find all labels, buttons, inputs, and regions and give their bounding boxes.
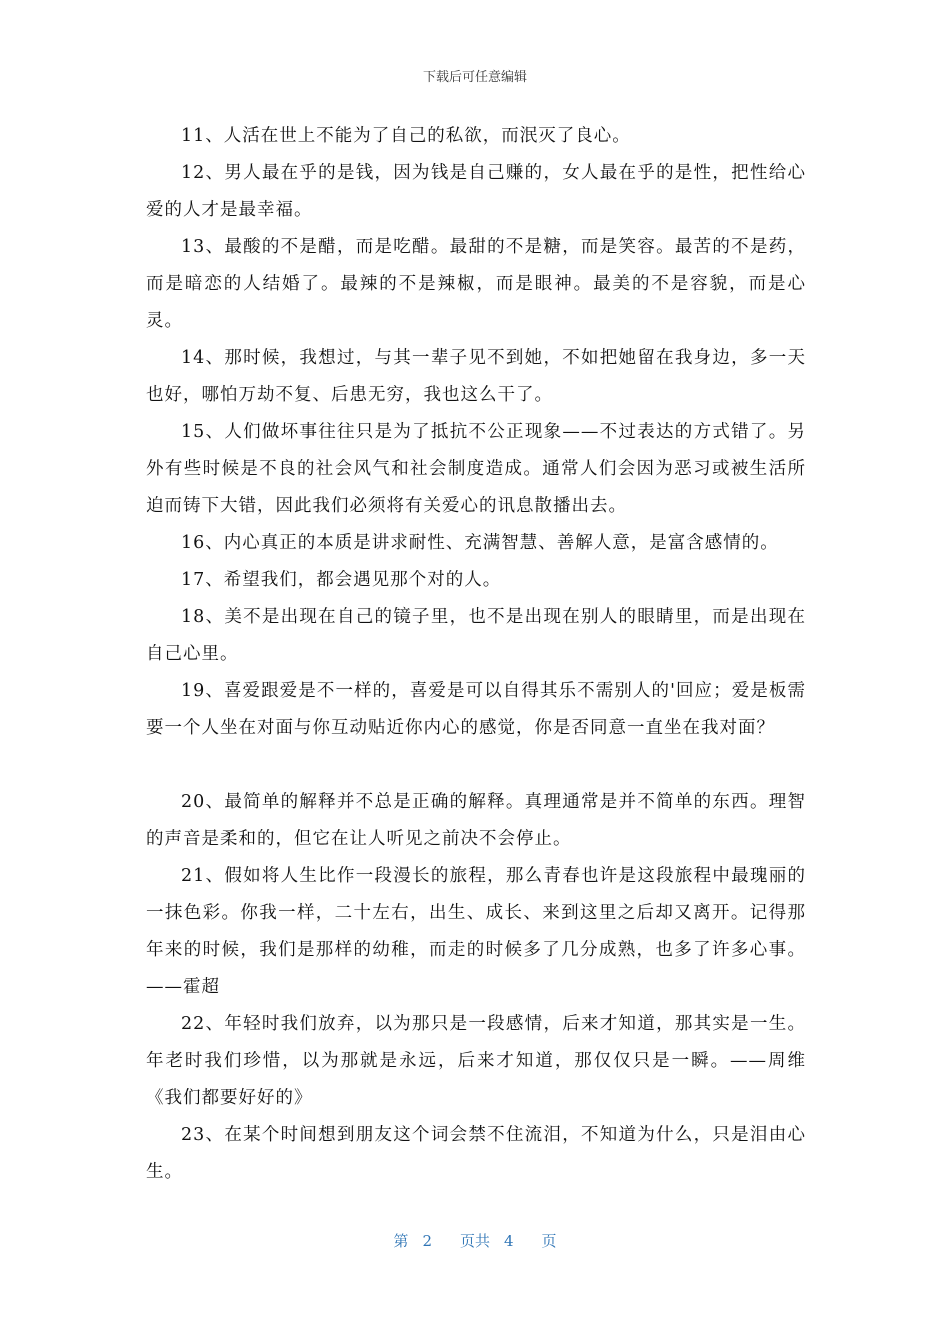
paragraph-18: 18、美不是出现在自己的镜子里，也不是出现在别人的眼睛里，而是出现在自己心里。 <box>146 607 806 664</box>
paragraph-22: 22、年轻时我们放弃，以为那只是一段感情，后来才知道，那其实是一生。年老时我们珍惜，以为那就是永远，后来才知道，那仅仅只是一瞬。——周维《我们都要好好的》 <box>146 1014 806 1108</box>
footer-prefix: 第 <box>393 1232 409 1250</box>
paragraph-14: 14、那时候，我想过，与其一辈子见不到她，不如把她留在我身边，多一天也好，哪怕万劫不复、后患无穷，我也这么干了。 <box>146 348 806 405</box>
footer-total-pages: 4 <box>504 1232 514 1250</box>
page-header: 下载后可任意编辑 <box>422 70 527 85</box>
paragraph-21: 21、假如将人生比作一段漫长的旅程，那么青春也许是这段旅程中最瑰丽的一抹色彩。你我一样，二十左右，出生、成长、来到这里之后却又离开。记得那年来的时候，我们是那样的幼稚，而走的时候多了几分成熟，也多了许多心事。——霍超 <box>146 866 806 997</box>
paragraph-17: 17、希望我们，都会遇见那个对的人。 <box>181 570 502 590</box>
page-footer <box>0 1230 950 1251</box>
paragraph-11: 11、人活在世上不能为了自己的私欲，而泯灭了良心。 <box>181 126 631 146</box>
paragraph-13: 13、最酸的不是醋，而是吃醋。最甜的不是糖，而是笑容。最苦的不是药，而是暗恋的人结婚了。最辣的不是辣椒，而是眼神。最美的不是容貌，而是心灵。 <box>146 237 806 331</box>
footer-page-number: 2 <box>422 1232 432 1250</box>
paragraph-19: 19、喜爱跟爱是不一样的，喜爱是可以自得其乐不需别人的'回应；爱是板需要一个人坐在对面与你互动贴近你内心的感觉，你是否同意一直坐在我对面？ <box>146 681 806 738</box>
paragraph-12: 12、男人最在乎的是钱，因为钱是自己赚的，女人最在乎的是性，把性给心爱的人才是最幸福。 <box>146 163 806 220</box>
paragraph-15: 15、人们做坏事往往只是为了抵抗不公正现象——不过表达的方式错了。另外有些时候是不良的社会风气和社会制度造成。通常人们会因为恶习或被生活所迫而铸下大错，因此我们必须将有关爱心的讯息散播出去。 <box>146 422 806 516</box>
footer-suffix: 页 <box>541 1232 557 1250</box>
paragraph-23: 23、在某个时间想到朋友这个词会禁不住流泪，不知道为什么，只是泪由心生。 <box>146 1125 806 1182</box>
paragraph-16: 16、内心真正的本质是讲求耐性、充满智慧、善解人意，是富含感情的。 <box>181 533 779 553</box>
paragraph-20: 20、最简单的解释并不总是正确的解释。真理通常是并不简单的东西。理智的声音是柔和的，但它在让人听见之前决不会停止。 <box>146 792 806 849</box>
footer-middle: 页共 <box>459 1232 490 1250</box>
body-text <box>146 118 806 1191</box>
